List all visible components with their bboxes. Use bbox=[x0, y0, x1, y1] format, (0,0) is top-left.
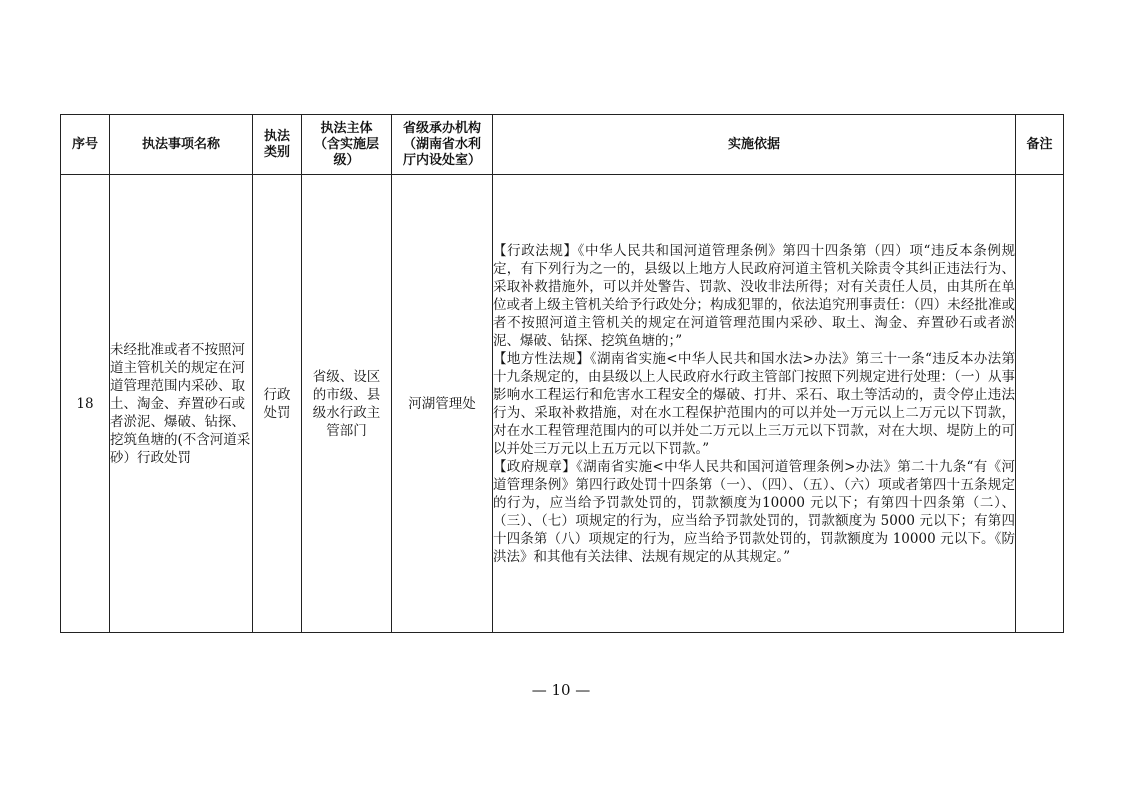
header-provincial-org: 省级承办机构（湖南省水利厅内设处室） bbox=[392, 115, 493, 175]
header-seq: 序号 bbox=[61, 115, 110, 175]
row-seq: 18 bbox=[61, 175, 110, 633]
row-basis bbox=[493, 175, 1016, 633]
row-item-name: 未经批准或者不按照河道主管机关的规定在河道管理范围内采砂、取土、淘金、弃置砂石或者淤泥、爆破、钻探、挖筑鱼塘的(不含河道采砂）行政处罚 bbox=[110, 175, 253, 633]
basis-administrative-regulation: 【行政法规】《中华人民共和国河道管理条例》第四十四条第（四）项“违反本条例规定，有下列行为之一的，县级以上地方人民政府河道主管机关除责令其纠正违法行为、采取补救措施外，可以并处警告、罚款、没收非法所得；对有关责任人员，由其所在单位或者上级主管机关给予行政处分；构成犯罪的，依法追究刑事责任：（四）未经批准或者不按照河道主管机关的规定在河道管理范围内采砂、取土、淘金、弃置砂石或者淤泥、爆破、钻探、挖筑鱼塘的；” bbox=[493, 242, 1015, 349]
row-remarks bbox=[1016, 175, 1064, 633]
header-item-name: 执法事项名称 bbox=[110, 115, 253, 175]
row-subject: 省级、设区的市级、县级水行政主管部门 bbox=[302, 175, 392, 633]
header-subject: 执法主体（含实施层级） bbox=[302, 115, 392, 175]
header-remarks: 备注 bbox=[1016, 115, 1064, 175]
page-number: — 10 — bbox=[531, 681, 591, 699]
enforcement-items-table bbox=[60, 114, 1064, 633]
table-row bbox=[61, 175, 1064, 633]
header-category: 执法类别 bbox=[253, 115, 302, 175]
header-basis: 实施依据 bbox=[493, 115, 1016, 175]
row-provincial-org: 河湖管理处 bbox=[392, 175, 493, 633]
table-header-row bbox=[61, 115, 1064, 175]
basis-government-rule: 【政府规章】《湖南省实施<中华人民共和国河道管理条例>办法》第二十九条“有《河道管理条例》第四行政处罚十四条第（一）、（四）、（五）、（六）项或者第四十五条规定的行为，应当给予罚款处罚的，罚款额度为10000 元以下；有第四十四条第（二）、（三）、（七）项规定的行为，应当给予罚款处罚的，罚款额度为 5000 元以下；有第四十四条第（八）项规定的行为，应当给予罚款处罚的，罚款额度为 10000 元以下。《防洪法》和其他有关法律、法规有规定的从其规定。” bbox=[493, 458, 1015, 565]
row-category: 行政处罚 bbox=[253, 175, 302, 633]
basis-local-regulation: 【地方性法规】《湖南省实施<中华人民共和国水法>办法》第三十一条“违反本办法第十九条规定的，由县级以上人民政府水行政主管部门按照下列规定进行处理：（一）从事影响水工程运行和危害水工程安全的爆破、打井、采石、取土等活动的，责令停止违法行为、采取补救措施，对在水工程保护范围内的可以并处一万元以上二万元以下罚款，对在水工程管理范围内的可以并处二万元以上三万元以下罚款，对在大坝、堤防上的可以并处三万元以上五万元以下罚款。” bbox=[493, 350, 1015, 457]
